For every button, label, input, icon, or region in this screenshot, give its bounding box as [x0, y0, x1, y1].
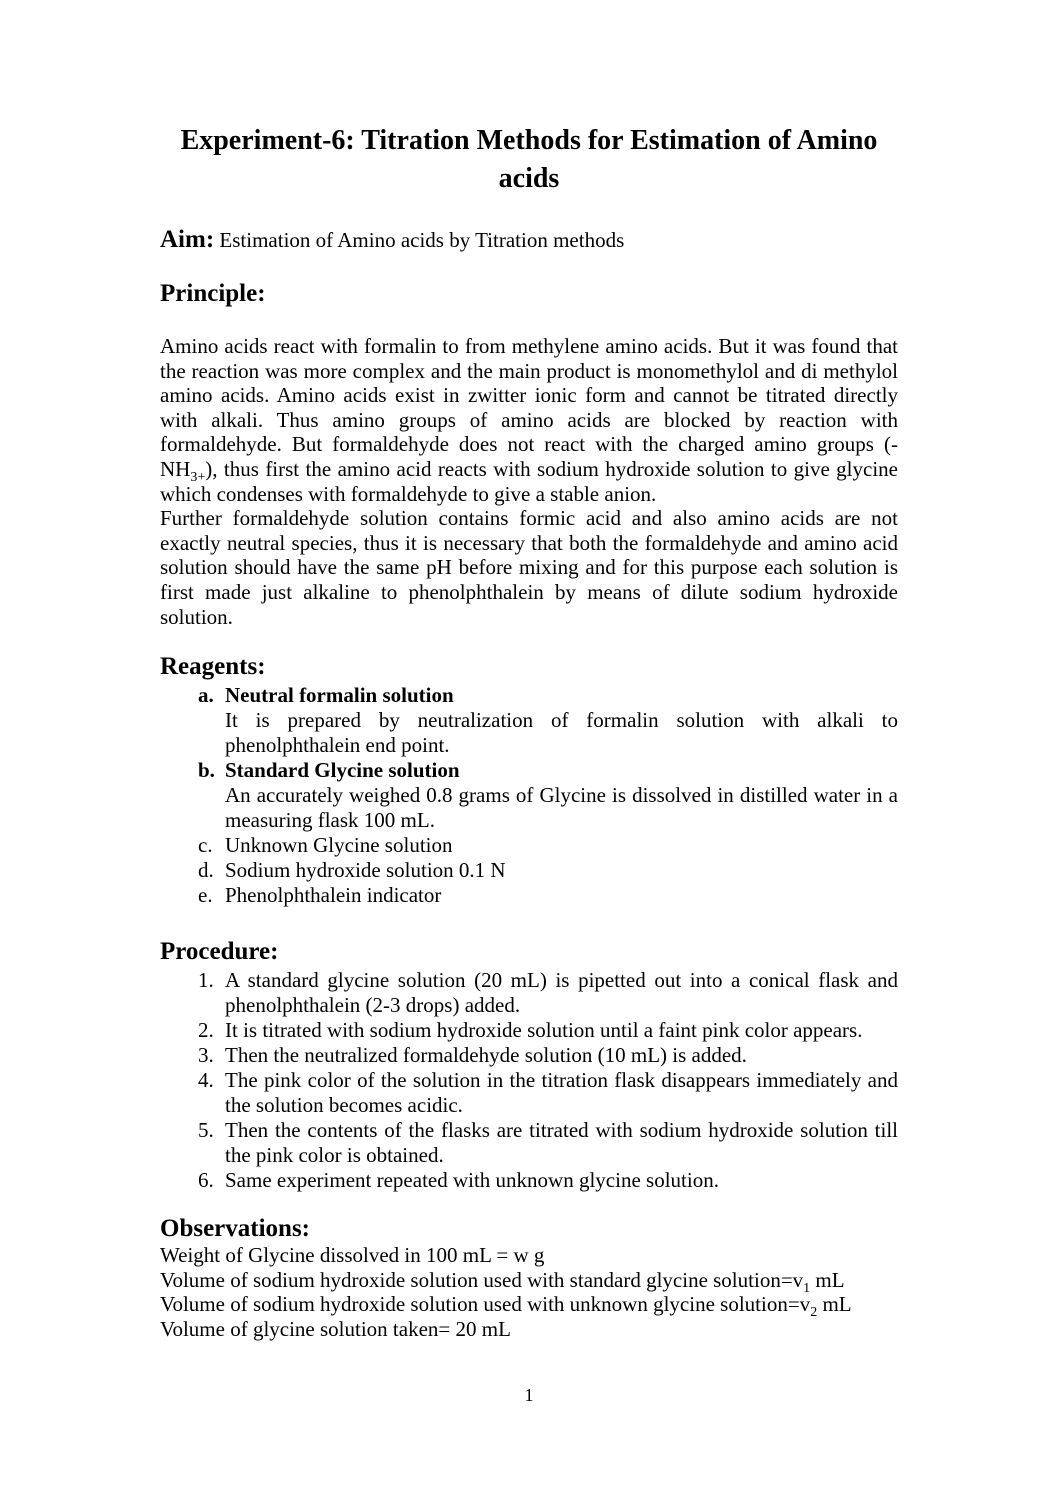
- step-marker-2: 2.: [198, 1018, 214, 1043]
- principle-paragraph-2: Further formaldehyde solution contains formic acid and also amino acids are not exactly neutral species, thus it is necessary that both the formaldehyde and amino acid solution should have the same pH before mixing and for this purpose each solution is first made just alkaline to phenolphthalein by means of dilute sodium hydroxide solution.: [160, 506, 898, 629]
- section-heading-observations: Observations:: [160, 1215, 310, 1243]
- reagent-marker-c: c.: [198, 833, 213, 858]
- reagent-text-d: Sodium hydroxide solution 0.1 N: [225, 858, 506, 883]
- procedure-step-5: [160, 1118, 898, 1168]
- reagent-marker-e: e.: [198, 883, 213, 908]
- page-title-line1: Experiment-6: Titration Methods for Estimation of Amino: [180, 125, 878, 156]
- procedure-step-3: [160, 1043, 898, 1068]
- reagent-desc-a: It is prepared by neutralization of formalin solution with alkali to phenolphthalein end point.: [225, 708, 898, 758]
- observation-line-3: [160, 1292, 898, 1321]
- reagent-marker-a: a.: [198, 683, 214, 708]
- step-marker-4: 4.: [198, 1068, 214, 1093]
- reagent-marker-d: d.: [198, 858, 214, 883]
- section-heading-reagents: Reagents:: [160, 653, 266, 681]
- step-text-2: It is titrated with sodium hydroxide solution until a faint pink color appears.: [225, 1018, 863, 1043]
- reagent-item-d: [160, 858, 898, 883]
- observation-line-2-text: Volume of sodium hydroxide solution used with standard glycine solution=v: [160, 1267, 804, 1292]
- principle-paragraph-1: [160, 334, 898, 506]
- principle-paragraph-1-text: Amino acids react with formalin to from methylene amino acids. But it was found that the reaction was more complex and the main product is monomethylol and di methylol amino acids. Amino acids exist in zwitter ionic form and cannot be titrated directly with alkali. Thus amino groups of amino acids are blocked by reaction with formaldehyde. But formaldehyde does not react with the charged amino groups (-NH: [160, 334, 898, 481]
- observation-line-4: Volume of glycine solution taken= 20 mL: [160, 1316, 511, 1341]
- aim-label: Aim:: [160, 226, 215, 253]
- aim-line: [160, 226, 898, 254]
- step-marker-5: 5.: [198, 1118, 214, 1143]
- procedure-step-4: [160, 1068, 898, 1118]
- step-marker-1: 1.: [198, 968, 214, 993]
- reagent-item-b: [160, 758, 898, 833]
- observations-block: [160, 1243, 898, 1341]
- v1-subscript: 1: [803, 1280, 811, 1296]
- reagent-desc-b: An accurately weighed 0.8 grams of Glycine is dissolved in distilled water in a measuring flask 100 mL.: [225, 783, 898, 833]
- step-text-6: Same experiment repeated with unknown glycine solution.: [225, 1168, 719, 1193]
- page-number: 1: [524, 1385, 534, 1405]
- page-title: [160, 122, 898, 198]
- reagent-text-c: Unknown Glycine solution: [225, 833, 453, 858]
- section-heading-principle: Principle:: [160, 280, 266, 307]
- step-text-5: Then the contents of the flasks are titrated with sodium hydroxide solution till the pink color is obtained.: [225, 1118, 898, 1168]
- section-heading-procedure: Procedure:: [160, 938, 279, 966]
- aim-text: Estimation of Amino acids by Titration methods: [219, 228, 625, 252]
- step-text-4: The pink color of the solution in the titration flask disappears immediately and the solution becomes acidic.: [225, 1068, 898, 1118]
- reagent-title-b: Standard Glycine solution: [225, 758, 460, 783]
- reagents-list: [160, 683, 898, 908]
- procedure-step-1: [160, 968, 898, 1018]
- reagent-item-c: [160, 833, 898, 858]
- observation-line-3-text: Volume of sodium hydroxide solution used with unknown glycine solution=v: [160, 1292, 811, 1317]
- step-text-3: Then the neutralized formaldehyde solution (10 mL) is added.: [225, 1043, 747, 1068]
- v2-subscript: 2: [810, 1305, 818, 1321]
- principle-paragraph-1-cont: ), thus first the amino acid reacts with sodium hydroxide solution to give glycine which condenses with formaldehyde to give a stable anion.: [160, 456, 898, 506]
- observation-line-1: Weight of Glycine dissolved in 100 mL = w g: [160, 1243, 545, 1268]
- step-marker-3: 3.: [198, 1043, 214, 1068]
- procedure-step-2: [160, 1018, 898, 1043]
- page-title-line2: acids: [498, 163, 560, 194]
- procedure-step-6: [160, 1168, 898, 1193]
- observation-line-3-unit: mL: [817, 1292, 852, 1317]
- procedure-list: [160, 968, 898, 1193]
- reagent-item-a: [160, 683, 898, 758]
- reagent-item-e: [160, 883, 898, 908]
- reagent-text-e: Phenolphthalein indicator: [225, 883, 442, 908]
- observation-line-2-unit: mL: [810, 1267, 845, 1292]
- step-text-1: A standard glycine solution (20 mL) is pipetted out into a conical flask and phenolphthalein (2-3 drops) added.: [225, 968, 898, 1018]
- reagent-title-a: Neutral formalin solution: [225, 683, 454, 708]
- observation-line-2: [160, 1267, 898, 1296]
- nh3-subscript: 3+: [190, 470, 206, 486]
- reagent-marker-b: b.: [198, 758, 215, 783]
- step-marker-6: 6.: [198, 1168, 214, 1193]
